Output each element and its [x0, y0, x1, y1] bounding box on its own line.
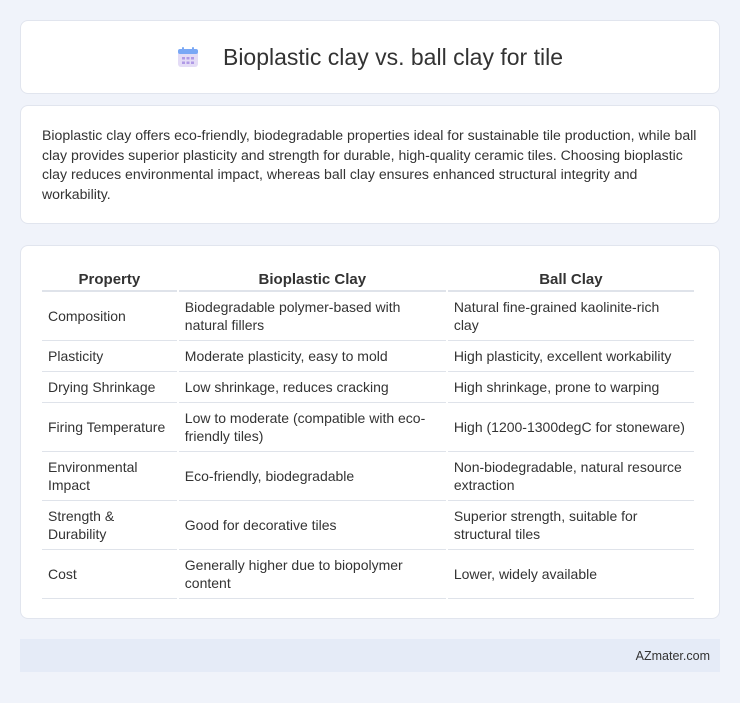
cell-bioplastic: Low to moderate (compatible with eco-friendly tiles) — [179, 403, 446, 452]
cell-property: Plasticity — [42, 341, 177, 372]
page-title: Bioplastic clay vs. ball clay for tile — [222, 43, 563, 70]
cell-property: Cost — [42, 550, 177, 599]
intro-card — [20, 105, 720, 224]
cell-property: Firing Temperature — [42, 403, 177, 452]
cell-bioplastic: Generally higher due to biopolymer content — [179, 550, 446, 599]
table-row — [42, 550, 694, 599]
cell-property: Drying Shrinkage — [42, 372, 177, 403]
intro-paragraph: Bioplastic clay offers eco-friendly, biodegradable properties ideal for sustainable tile production, while ball clay provides superior plasticity and strength for durable, high-quality ceramic tiles. Choosing bioplastic clay reduces environmental impact, whereas ball clay ensures enhanced structural integrity and workability. — [42, 127, 697, 202]
table-row — [42, 372, 694, 403]
table-row — [42, 452, 694, 501]
cell-property: Composition — [42, 292, 177, 341]
cell-ball: High shrinkage, prone to warping — [448, 372, 694, 403]
table-row — [42, 292, 694, 341]
calendar-icon — [177, 46, 199, 68]
cell-ball: Non-biodegradable, natural resource extraction — [448, 452, 694, 501]
cell-ball: Superior strength, suitable for structural tiles — [448, 501, 694, 550]
cell-property: Strength & Durability — [42, 501, 177, 550]
table-header-row — [42, 265, 694, 292]
comparison-card — [20, 245, 720, 619]
cell-bioplastic: Biodegradable polymer-based with natural fillers — [179, 292, 446, 341]
cell-ball: High plasticity, excellent workability — [448, 341, 694, 372]
cell-ball: Natural fine-grained kaolinite-rich clay — [448, 292, 694, 341]
cell-property: Environmental Impact — [42, 452, 177, 501]
cell-bioplastic: Eco-friendly, biodegradable — [179, 452, 446, 501]
table-row — [42, 501, 694, 550]
cell-ball: Lower, widely available — [448, 550, 694, 599]
cell-bioplastic: Moderate plasticity, easy to mold — [179, 341, 446, 372]
cell-bioplastic: Good for decorative tiles — [179, 501, 446, 550]
header-bioplastic-clay: Bioplastic Clay — [179, 265, 446, 292]
cell-ball: High (1200-1300degC for stoneware) — [448, 403, 694, 452]
header-property: Property — [42, 265, 177, 292]
footer — [20, 639, 720, 672]
table-row — [42, 341, 694, 372]
cell-bioplastic: Low shrinkage, reduces cracking — [179, 372, 446, 403]
comparison-table — [40, 265, 696, 599]
table-row — [42, 403, 694, 452]
header-ball-clay: Ball Clay — [448, 265, 694, 292]
footer-site-link[interactable]: AZmater.com — [635, 648, 710, 663]
title-card — [20, 20, 720, 94]
